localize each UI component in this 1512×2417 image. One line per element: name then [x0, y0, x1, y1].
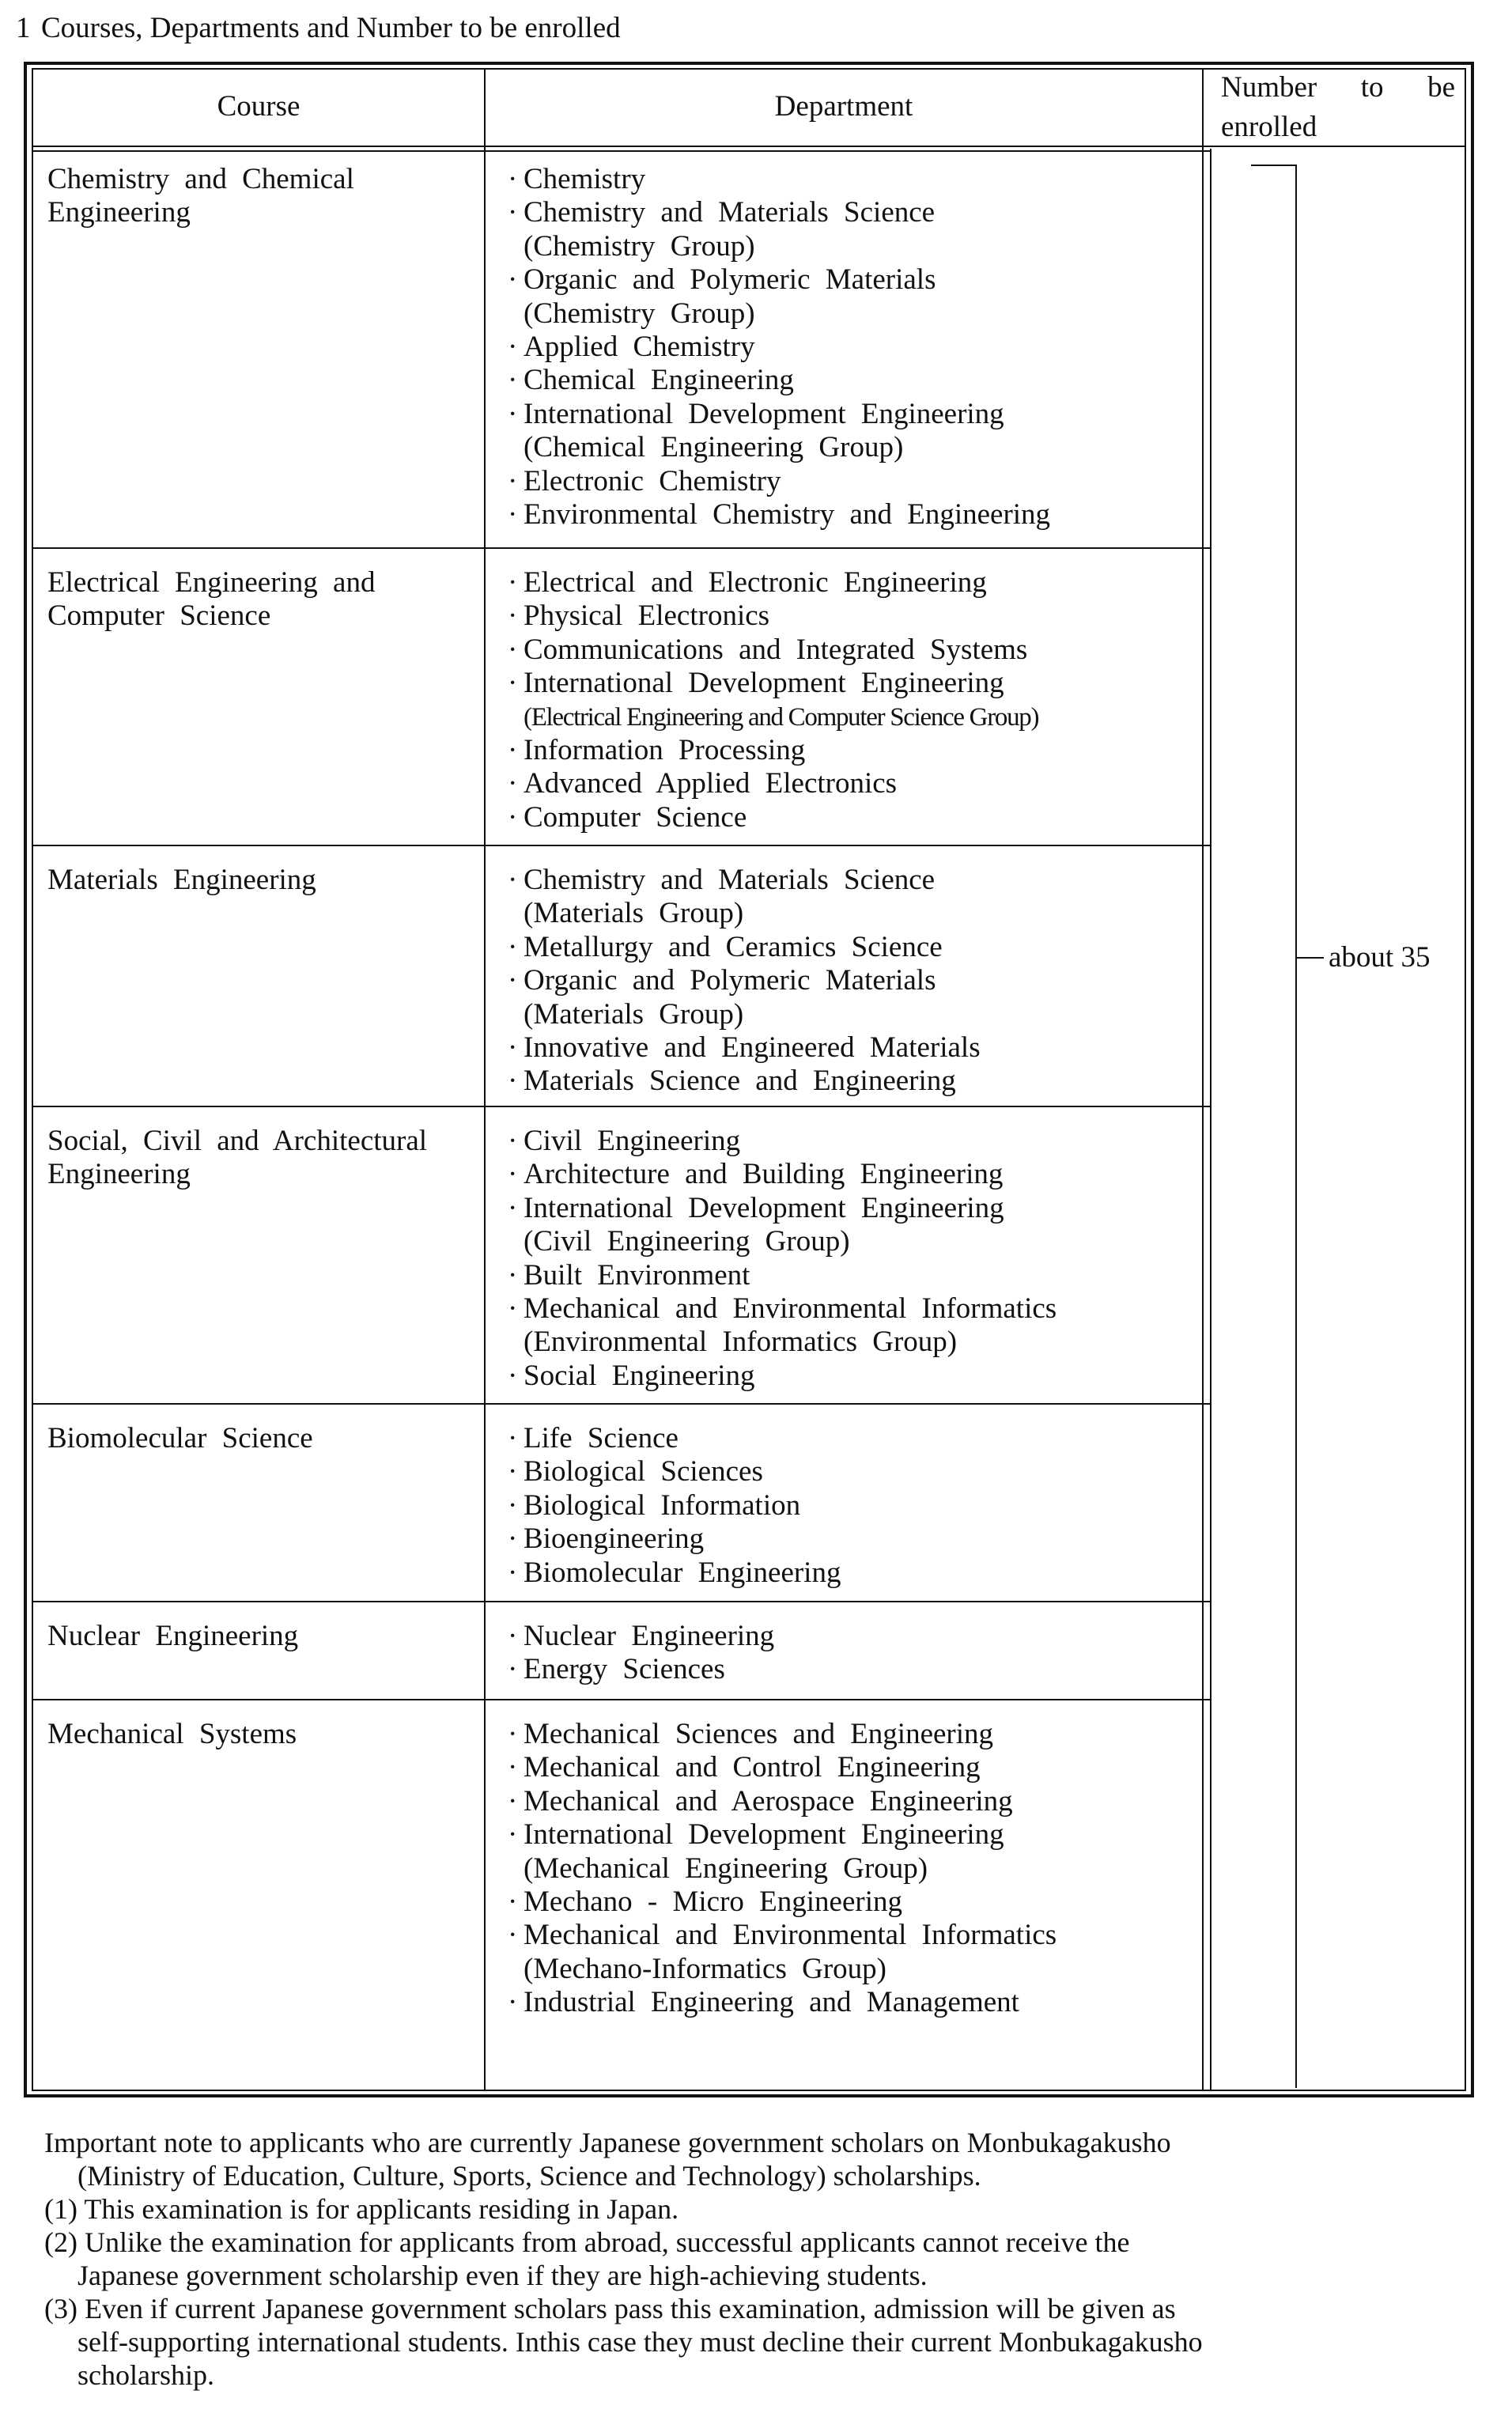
department-item: · Mechanical Sciences and Engineering	[508, 1718, 994, 1750]
department-item: · International Development Engineering	[508, 1818, 1004, 1852]
header-number-word: Number	[1221, 71, 1317, 104]
bracket-line	[1295, 165, 1297, 2088]
department-item: · Civil Engineering	[508, 1125, 741, 1157]
department-item: · Materials Science and Engineering	[508, 1065, 956, 1098]
department-item: · Organic and Polymeric Materials	[508, 263, 936, 297]
course-name: Chemistry and Chemical Engineering	[47, 163, 354, 229]
department-item: (Mechano-Informatics Group)	[524, 1952, 886, 1985]
row-divider	[32, 1106, 1210, 1107]
department-item: · Metallurgy and Ceramics Science	[508, 930, 943, 963]
department-item: · Industrial Engineering and Management	[508, 1986, 1019, 2019]
row-divider	[32, 547, 1210, 549]
department-item: · Organic and Polymeric Materials	[508, 964, 936, 997]
note-item: (1) This examination is for applicants residing in Japan.	[44, 2193, 679, 2225]
department-item: · Chemistry and Materials Science	[508, 196, 936, 229]
department-list	[508, 566, 1204, 834]
enrollment-table	[24, 62, 1474, 2097]
note-item-cont: self-supporting international students. Inthis case they must decline their current Monbukagakusho	[77, 2326, 1203, 2358]
department-item: (Electrical Engineering and Computer Science Group)	[524, 702, 1039, 732]
department-item: · Biomolecular Engineering	[508, 1556, 841, 1589]
department-item: · Mechanical and Environmental Informatics	[508, 1292, 1057, 1326]
department-item: (Materials Group)	[524, 997, 744, 1031]
department-item: · Mechanical and Environmental Informatics	[508, 1919, 1057, 1952]
department-item: · Advanced Applied Electronics	[508, 767, 898, 800]
department-list	[508, 163, 1204, 531]
department-item: · Mechanical and Control Engineering	[508, 1751, 981, 1784]
department-item: · Chemical Engineering	[508, 364, 794, 397]
department-list	[508, 1125, 1204, 1393]
department-item: · International Development Engineering	[508, 667, 1004, 700]
department-item: · Physical Electronics	[508, 600, 770, 633]
row-divider	[32, 845, 1210, 846]
department-item: · Information Processing	[508, 734, 806, 767]
department-item: (Environmental Informatics Group)	[524, 1326, 958, 1359]
course-name: Nuclear Engineering	[47, 1620, 299, 1652]
header-number-word: to	[1360, 71, 1384, 104]
header-number-word: enrolled	[1221, 111, 1317, 143]
department-item: (Chemistry Group)	[524, 297, 755, 330]
department-item: · Computer Science	[508, 800, 747, 834]
department-item: · Social Engineering	[508, 1359, 755, 1392]
department-item: · Life Science	[508, 1422, 679, 1454]
department-item: · Built Environment	[508, 1258, 750, 1292]
department-item: (Mechanical Engineering Group)	[524, 1852, 928, 1885]
section-title: Courses, Departments and Number to be enrolled	[41, 12, 621, 44]
department-item: · International Development Engineering	[508, 397, 1004, 430]
department-item: · Electronic Chemistry	[508, 464, 781, 497]
header-number-word: be	[1427, 71, 1455, 104]
department-item: · Biological Sciences	[508, 1455, 763, 1488]
department-item: · Chemistry and Materials Science	[508, 864, 936, 896]
department-item: · Communications and Integrated Systems	[508, 633, 1028, 666]
row-divider	[32, 1601, 1210, 1602]
row-divider	[32, 1403, 1210, 1405]
section-heading	[16, 8, 621, 49]
department-item: · Chemistry	[508, 163, 646, 195]
department-item: · Environmental Chemistry and Engineering	[508, 498, 1051, 531]
department-item: · Mechanical and Aerospace Engineering	[508, 1784, 1013, 1817]
column-divider	[484, 68, 486, 2091]
header-course: Course	[217, 90, 301, 123]
section-number: 1	[16, 12, 31, 44]
bracket-top	[1251, 165, 1297, 166]
applicant-notes	[44, 2126, 1491, 2392]
enrollment-count: about 35	[1329, 941, 1431, 974]
header-rule	[32, 150, 1210, 152]
course-name: Mechanical Systems	[47, 1718, 297, 1750]
row-divider	[32, 1699, 1210, 1700]
note-item-cont: scholarship.	[77, 2359, 214, 2391]
department-item: · Biological Information	[508, 1488, 801, 1522]
course-name: Materials Engineering	[47, 864, 316, 896]
department-item: · Bioengineering	[508, 1522, 705, 1556]
department-item: · Energy Sciences	[508, 1653, 725, 1686]
course-name: Electrical Engineering and Computer Science	[47, 566, 376, 632]
department-item: · Nuclear Engineering	[508, 1620, 775, 1652]
department-item: · Architecture and Building Engineering	[508, 1158, 1004, 1191]
department-item: (Materials Group)	[524, 897, 744, 930]
note-intro: Important note to applicants who are currently Japanese government scholars on Monbukagakusho	[44, 2127, 1171, 2158]
department-list	[508, 1620, 1204, 1687]
note-item: (3) Even if current Japanese government scholars pass this examination, admission will be given as	[44, 2293, 1176, 2324]
note-item-cont: Japanese government scholarship even if they are high-achieving students.	[77, 2260, 928, 2291]
header-number-enrolled	[1204, 68, 1472, 147]
department-item: (Chemistry Group)	[524, 229, 755, 263]
bracket-tick	[1295, 957, 1324, 959]
department-item: · Mechano - Micro Engineering	[508, 1886, 902, 1919]
department-item: (Civil Engineering Group)	[524, 1225, 850, 1258]
department-item: · Applied Chemistry	[508, 331, 755, 364]
header-department: Department	[774, 90, 913, 123]
department-item: · Innovative and Engineered Materials	[508, 1031, 981, 1065]
department-item: · International Development Engineering	[508, 1191, 1004, 1224]
department-list	[508, 1718, 1204, 2020]
column-divider	[1210, 149, 1211, 2091]
department-list	[508, 1422, 1204, 1590]
course-name: Biomolecular Science	[47, 1422, 313, 1454]
header-rule	[32, 146, 1210, 147]
department-item: (Chemical Engineering Group)	[524, 431, 904, 464]
note-item: (2) Unlike the examination for applicants from abroad, successful applicants cannot receive the	[44, 2226, 1130, 2258]
department-item: · Electrical and Electronic Engineering	[508, 566, 987, 599]
department-list	[508, 864, 1204, 1099]
note-intro-cont: (Ministry of Education, Culture, Sports, Science and Technology) scholarships.	[77, 2160, 981, 2192]
course-name: Social, Civil and Architectural Engineering	[47, 1125, 428, 1190]
